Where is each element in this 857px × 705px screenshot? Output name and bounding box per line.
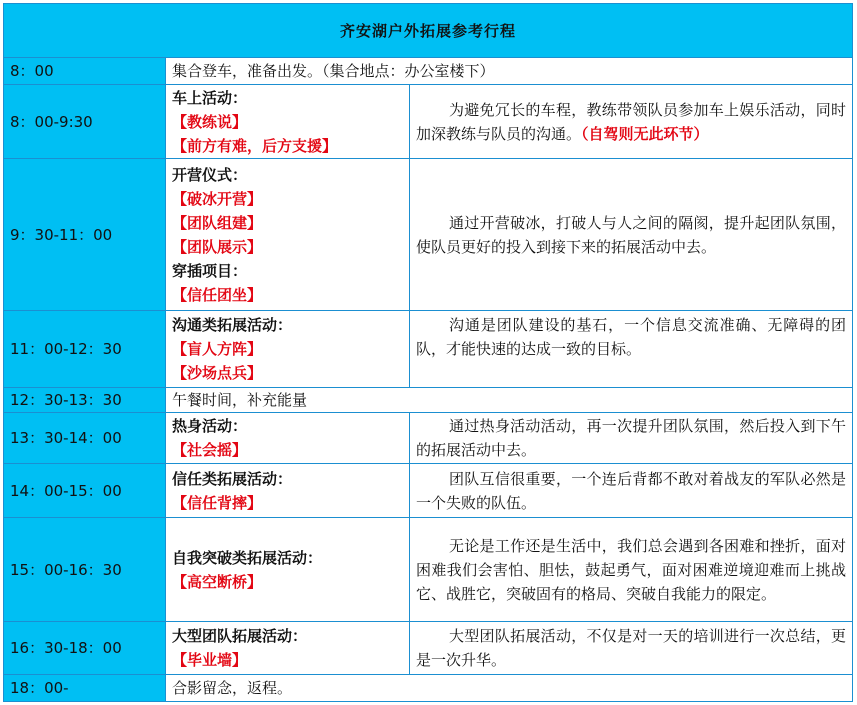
time-cell: 11：00-12：30 xyxy=(4,311,166,388)
table-row xyxy=(4,388,853,413)
activity-item: 【前方有难，后方支援】 xyxy=(172,136,338,155)
description-text: 大型团队拓展活动，不仅是对一天的培训进行一次总结，更是一次升华。 xyxy=(416,627,847,669)
activity-item: 【社会摇】 xyxy=(172,441,248,459)
description-cell xyxy=(410,311,853,388)
activity-subheading: 穿插项目： xyxy=(172,261,248,280)
time-cell: 18：00- xyxy=(4,675,166,702)
time-cell: 15：00-16：30 xyxy=(4,518,166,622)
activity-heading: 车上活动： xyxy=(172,88,248,107)
activity-cell xyxy=(166,85,410,159)
table-row xyxy=(4,85,853,159)
description-cell xyxy=(410,159,853,311)
time-cell: 8：00-9:30 xyxy=(4,85,166,159)
table-row xyxy=(4,464,853,518)
activity-heading: 热身活动： xyxy=(172,417,248,435)
activity-item: 【盲人方阵】 xyxy=(172,340,263,358)
table-row xyxy=(4,58,853,85)
description-cell xyxy=(410,464,853,518)
description-highlight: （自驾则无此环节） xyxy=(581,124,709,143)
table-row xyxy=(4,622,853,675)
description-cell xyxy=(410,413,853,464)
activity-cell xyxy=(166,518,410,622)
activity-cell xyxy=(166,311,410,388)
description-text: 通过开营破冰，打破人与人之间的隔阂，提升起团队氛围，使队员更好的投入到接下来的拓展活动中去。 xyxy=(416,213,847,256)
description-text: 团队互信很重要，一个连后背都不敢对着战友的军队必然是一个失败的队伍。 xyxy=(416,469,847,512)
page-title: 齐安湖户外拓展参考行程 xyxy=(4,4,853,58)
activity-cell: 午餐时间，补充能量 xyxy=(166,388,853,413)
table-row xyxy=(4,675,853,702)
activity-heading: 沟通类拓展活动： xyxy=(172,316,293,334)
activity-cell: 合影留念，返程。 xyxy=(166,675,853,702)
table-row xyxy=(4,518,853,622)
activity-cell xyxy=(166,464,410,518)
activity-item: 【高空断桥】 xyxy=(172,572,263,591)
description-text xyxy=(416,98,846,146)
time-cell: 13：30-14：00 xyxy=(4,413,166,464)
activity-item: 【团队展示】 xyxy=(172,237,263,256)
description-text: 通过热身活动活动，再一次提升团队氛围，然后投入到下午的拓展活动中去。 xyxy=(416,417,847,459)
activity-cell xyxy=(166,622,410,675)
activity-heading: 开营仪式： xyxy=(172,165,248,184)
table-row xyxy=(4,311,853,388)
description-body: 为避免冗长的车程，教练带领队员参加车上娱乐活动，同时加深教练与队员的沟通。 xyxy=(416,100,847,143)
activity-cell xyxy=(166,159,410,311)
description-text: 沟通是团队建设的基石，一个信息交流准确、无障碍的团队，才能快速的达成一致的目标。 xyxy=(416,316,847,358)
description-cell xyxy=(410,85,853,159)
activity-cell: 集合登车，准备出发。（集合地点：办公室楼下） xyxy=(166,58,853,85)
activity-item: 【信任背摔】 xyxy=(172,493,263,512)
time-cell: 14：00-15：00 xyxy=(4,464,166,518)
activity-cell xyxy=(166,413,410,464)
table-row xyxy=(4,413,853,464)
time-cell: 12：30-13：30 xyxy=(4,388,166,413)
activity-item: 【毕业墙】 xyxy=(172,651,248,669)
description-cell xyxy=(410,518,853,622)
description-text: 无论是工作还是生活中，我们总会遇到各困难和挫折，面对困难我们会害怕、胆怯，鼓起勇气，面对困难逆境迎难而上挑战它、战胜它，突破固有的格局、突破自我能力的限定。 xyxy=(416,536,847,603)
activity-item: 【团队组建】 xyxy=(172,213,263,232)
itinerary-table xyxy=(3,3,853,702)
activity-item: 【破冰开营】 xyxy=(172,189,263,208)
itinerary-sheet xyxy=(3,3,852,700)
time-cell: 9：30-11：00 xyxy=(4,159,166,311)
time-cell: 8：00 xyxy=(4,58,166,85)
activity-heading: 信任类拓展活动： xyxy=(172,469,293,488)
activity-item: 【沙场点兵】 xyxy=(172,364,263,382)
table-row xyxy=(4,159,853,311)
activity-heading: 自我突破类拓展活动： xyxy=(172,548,323,567)
activity-item: 【信任团坐】 xyxy=(172,285,263,304)
time-cell: 16：30-18：00 xyxy=(4,622,166,675)
activity-heading: 大型团队拓展活动： xyxy=(172,627,308,645)
activity-item: 【教练说】 xyxy=(172,112,248,131)
description-cell xyxy=(410,622,853,675)
